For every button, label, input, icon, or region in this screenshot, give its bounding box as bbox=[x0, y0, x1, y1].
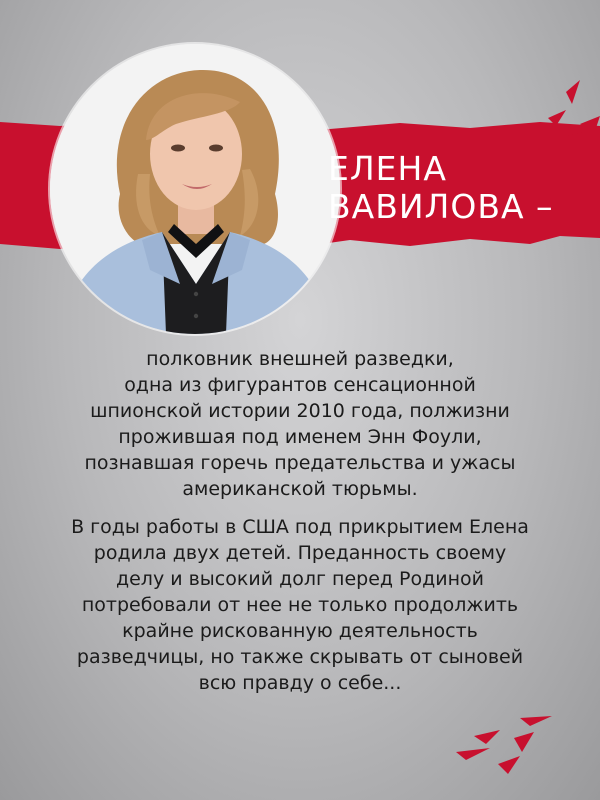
bio-line: одна из фигурантов сенсационной bbox=[124, 374, 476, 396]
name-line-last: ВАВИЛОВА – bbox=[328, 187, 554, 226]
bio-line: родила двух детей. Преданность своему bbox=[93, 542, 507, 564]
bio-line: потребовали от нее не только продолжить bbox=[81, 594, 519, 616]
bio-paragraph-2 bbox=[30, 514, 570, 696]
bio-line: прожившая под именем Энн Фоули, bbox=[118, 426, 482, 448]
bio-line: познавшая горечь предательства и ужасы bbox=[84, 452, 516, 474]
portrait-photo bbox=[50, 44, 340, 334]
bio-line: шпионской истории 2010 года, полжизни bbox=[90, 400, 510, 422]
bio-line: В годы работы в США под прикрытием Елена bbox=[71, 516, 529, 538]
name-line-first: ЕЛЕНА bbox=[328, 149, 447, 188]
bio-line: американской тюрьмы. bbox=[182, 478, 418, 500]
bio-paragraph-1 bbox=[30, 346, 570, 502]
person-name bbox=[328, 150, 554, 226]
bio-line: делу и высокий долг перед Родиной bbox=[115, 568, 485, 590]
bio-line: крайне рискованную деятельность bbox=[122, 620, 478, 642]
bio-line: полковник внешней разведки, bbox=[146, 348, 454, 370]
bio-line: всю правду о себе... bbox=[198, 672, 402, 694]
bio-line: разведчицы, но также скрывать от сыновей bbox=[76, 646, 524, 668]
person-icon bbox=[50, 44, 340, 334]
